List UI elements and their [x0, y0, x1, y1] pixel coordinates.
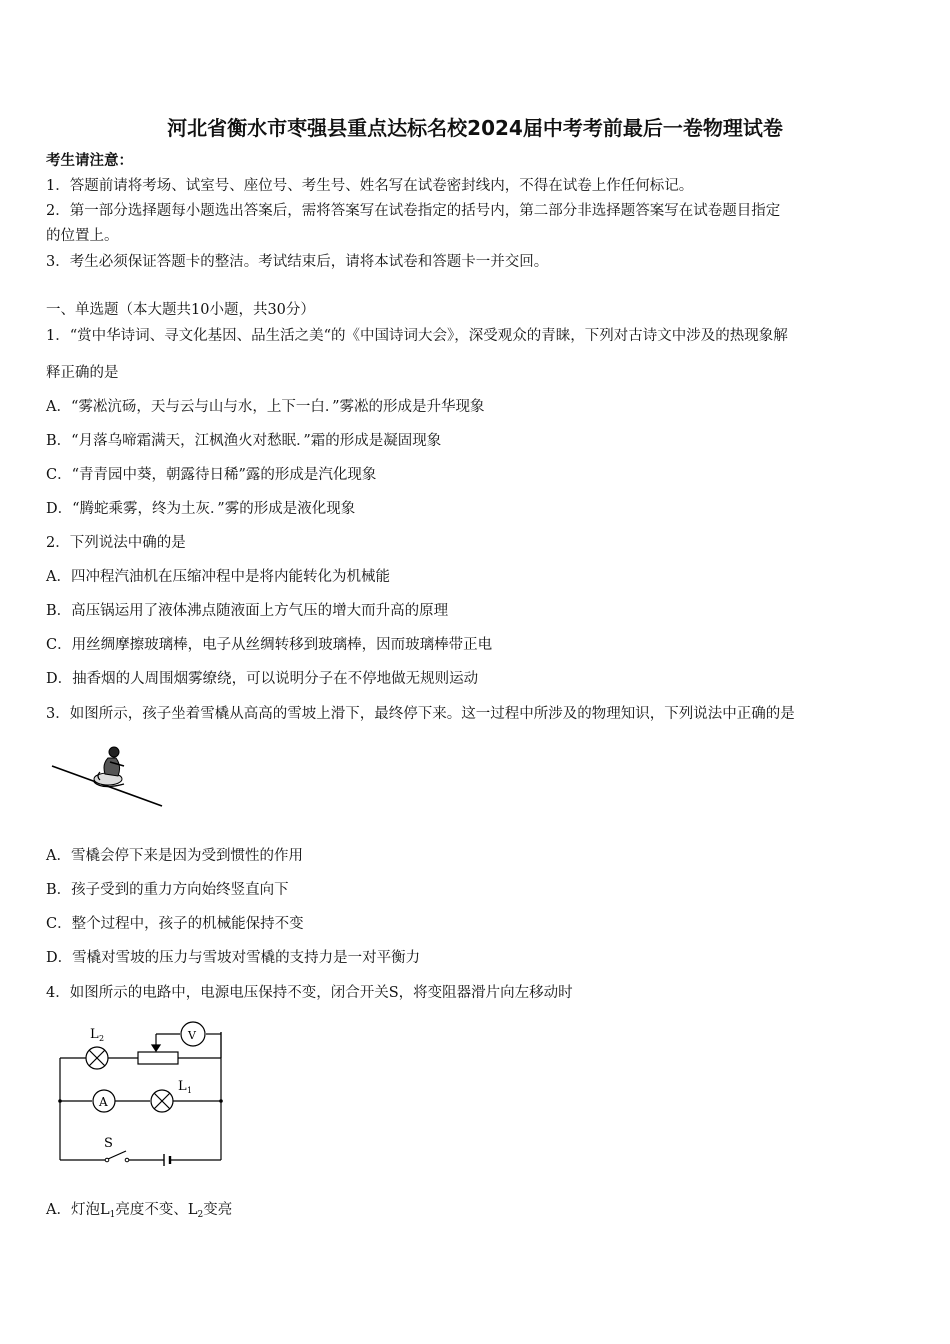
lamp-l1-sub: 1 [187, 1086, 193, 1095]
notice-item: 3．考生必须保证答题卡的整洁。考试结束后，请将本试卷和答题卡一并交回。 [46, 254, 549, 270]
ammeter-label: A [99, 1095, 108, 1109]
section-heading: 一、单选题（本大题共10小题，共30分） [46, 302, 315, 318]
question-1-option-c: C．“青青园中葵，朝露待日稀”露的形成是汽化现象 [46, 467, 377, 483]
option-a-text: 亮度不变、L [115, 1202, 198, 1218]
question-2-option-c: C．用丝绸摩擦玻璃棒，电子从丝绸转移到玻璃棒，因而玻璃棒带正电 [46, 637, 493, 653]
lamp-l1-label: L [178, 1079, 187, 1094]
question-2-option-d: D．抽香烟的人周围烟雾缭绕，可以说明分子在不停地做无规则运动 [46, 671, 479, 687]
question-4-option-a [46, 1200, 232, 1225]
notice-item: 的位置上。 [46, 228, 119, 244]
notice-item: 2．第一部分选择题每小题选出答案后，需将答案写在试卷指定的括号内，第二部分非选择题答案写在试卷题目指定 [46, 203, 781, 219]
lamp-l2-sub: 2 [99, 1034, 105, 1043]
question-1-option-b: B．“月落乌啼霜满天，江枫渔火对愁眠．”霜的形成是凝固现象 [46, 433, 442, 449]
notice-item: 1．答题前请将考场、试室号、座位号、考生号、姓名写在试卷密封线内，不得在试卷上作任何标记。 [46, 178, 694, 194]
question-2-stem: 2．下列说法中确的是 [46, 535, 186, 551]
question-4-stem: 4．如图所示的电路中，电源电压保持不变，闭合开关S，将变阻器滑片向左移动时 [46, 985, 573, 1001]
option-a-sub: 1 [109, 1210, 116, 1220]
question-3-stem: 3．如图所示，孩子坐着雪橇从高高的雪坡上滑下，最终停下来。这一过程中所涉及的物理知识，下列说法中正确的是 [46, 706, 795, 722]
question-3-option-b: B．孩子受到的重力方向始终竖直向下 [46, 882, 289, 898]
lamp-l2-label: L [90, 1027, 99, 1042]
option-a-text: 变亮 [203, 1202, 233, 1218]
switch-label: S [104, 1136, 113, 1151]
option-a-text: A．灯泡L [46, 1202, 110, 1218]
question-1-option-d: D．“腾蛇乘雾，终为土灰．”雾的形成是液化现象 [46, 501, 356, 517]
question-1-option-a: A．“雾凇沆砀，天与云与山与水，上下一白．”雾凇的形成是升华现象 [46, 399, 485, 415]
sled-slope-figure [50, 742, 165, 808]
question-2-option-b: B．高压锅运用了液体沸点随液面上方气压的增大而升高的原理 [46, 603, 449, 619]
question-3-option-a: A．雪橇会停下来是因为受到惯性的作用 [46, 848, 303, 864]
question-1-stem-cont: 释正确的是 [46, 365, 119, 381]
voltmeter-label: V [188, 1029, 196, 1042]
question-3-option-c: C．整个过程中，孩子的机械能保持不变 [46, 916, 304, 932]
notice-heading: 考生请注意： [46, 152, 133, 169]
page-title: 河北省衡水市枣强县重点达标名校2024届中考考前最后一卷物理试卷 [167, 116, 783, 140]
option-a-sub: 2 [197, 1210, 204, 1220]
question-3-option-d: D．雪橇对雪坡的压力与雪坡对雪橇的支持力是一对平衡力 [46, 950, 421, 966]
circuit-diagram [50, 1018, 230, 1164]
question-2-option-a: A．四冲程汽油机在压缩冲程中是将内能转化为机械能 [46, 569, 390, 585]
question-1-stem: 1．“赏中华诗词、寻文化基因、品生活之美“的《中国诗词大会》，深受观众的青睐，下列对古诗文中涉及的热现象解 [46, 328, 788, 344]
